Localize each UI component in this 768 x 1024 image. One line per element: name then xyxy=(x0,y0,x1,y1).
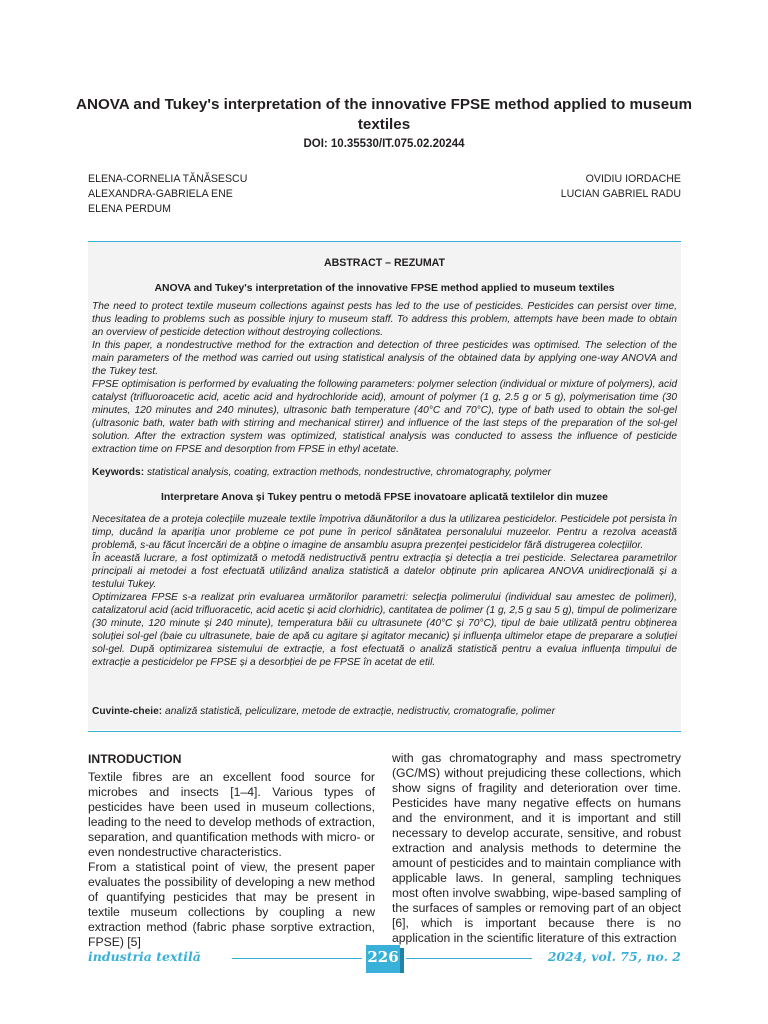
abstract-paragraph: In this paper, a nondestructive method for the extraction and detection of three pesticides was optimised. The selection of the main parameters of the method was carried out using statistical analysis of the obtained data by applying one-way ANOVA and the Tukey test. xyxy=(92,340,677,377)
doi: DOI: 10.35530/IT.075.02.20244 xyxy=(303,138,465,150)
abstract-heading: ABSTRACT – REZUMAT xyxy=(323,257,446,269)
keywords-text: statistical analysis, coating, extraction methods, nondestructive, chromatography, polymer xyxy=(146,467,552,478)
abstract-paragraph: Optimizarea FPSE s-a realizat prin evaluarea următorilor parametri: selecția polimerului (individual sau amestec de polimeri), catalizatorul acid (acid trifluoracetic, acid acetic și acid clorhidric), cantitatea de polimer (1 g, 2,5 g sau 5 g), timpul de polimerizare (30 minute, 120 minute și 240 minute), temperatura băii cu ultrasunete (40°C și 70°C), tipul de baie utilizată pentru obținerea soluției sol-gel (baie cu ultrasunete, baie de apă cu agitare și agitator mecanic) și influența ultimelor etape de preparare a soluției sol-gel. După optimizarea sistemului de extracție, a fost efectuată o analiză statistică pentru a evalua influența timpului de extracție a pesticidelor pe FPSE și a desorbției de pe FPSE în acetat de etil. xyxy=(92,592,677,668)
body-paragraph: From a statistical point of view, the present paper evaluates the possibility of developing a new method of quantifying pesticides that may be present in textile museum collections by coupling a new extraction method (fabric phase sorptive extraction, FPSE) [5] xyxy=(88,860,375,949)
body-column-right xyxy=(392,751,681,946)
abstract-en-text xyxy=(92,300,677,456)
footer-rule-right xyxy=(406,958,532,959)
author-name: LUCIAN GABRIEL RADU xyxy=(560,188,681,200)
body-paragraph: Textile fibres are an excellent food source for microbes and insects [1–4]. Various types of pesticides have been used in museum collections, leading to the need to develop methods of extraction, separation, and quantification methods with micro- or even nondestructive characteristics. xyxy=(88,770,375,859)
abstract-paragraph: FPSE optimisation is performed by evaluating the following parameters: polymer selection (individual or mixture of polymers), acid catalyst (trifluoroacetic acid, acetic acid and hydrochloride acid), amount of polymer (1 g, 2.5 g or 5 g), polymerisation time (30 minutes, 120 minutes and 240 minutes), ultrasonic bath temperature (40°C and 70°C), type of bath used to obtain the sol-gel (ultrasonic bath, water bath with stirring and mechanical stirrer) and influence of the last steps of the preparation of the sol-gel solution. After the extraction system was optimized, statistical analysis was conducted to assess the influence of pesticide extraction time on FPSE and desorption from FPSE in ethyl acetate. xyxy=(92,379,677,455)
authors-left xyxy=(88,172,247,217)
page-footer xyxy=(88,945,681,975)
abstract-paragraph: The need to protect textile museum collections against pests has led to the use of pesticides. Pesticides can persist over time, thus leading to problems such as possible injury to museum staff. To address this problem, attempts have been made to obtain an overview of pesticide detection without destroying collections. xyxy=(92,301,677,338)
author-name: ELENA-CORNELIA TĂNĂSESCU xyxy=(88,173,248,185)
journal-name: industria textilă xyxy=(88,949,201,964)
abstract-paragraph: Necesitatea de a proteja colecțiile muzeale textile împotriva dăunătorilor a dus la utilizarea pesticidelor. Pesticidele pot persista în timp, ducând la apariția unor probleme ce pot pune în pericol sănătatea personalului muzeelor. Pentru a rezolva această problemă, s-au făcut încercări de a obține o imagine de ansamblu asupra prezenței pesticidelor fără distrugerea colecțiilor. xyxy=(92,514,677,551)
abstract-ro-title: Interpretare Anova și Tukey pentru o metodă FPSE inovatoare aplicată textilelor din muzee xyxy=(161,492,608,503)
page-number: 226 xyxy=(366,945,400,973)
keywords-ro xyxy=(92,705,677,718)
author-name: ELENA PERDUM xyxy=(88,203,172,215)
author-name: ALEXANDRA-GABRIELA ENE xyxy=(88,188,233,200)
body-paragraph: with gas chromatography and mass spectrometry (GC/MS) without prejudicing these collections, which show signs of fragility and deterioration over time. Pesticides have many negative effects on humans and the environment, and it is important and still necessary to develop accurate, sensitive, and robust extraction and analysis methods to determine the amount of pesticides and to maintain compliance with applicable laws. In general, sampling techniques most often involve swabbing, wipe-based sampling of the surfaces of samples or removing part of an object [6], which is important because there is no application in the scientific literature of this extraction xyxy=(392,751,681,945)
abstract-en-title: ANOVA and Tukey's interpretation of the innovative FPSE method applied to museum textiles xyxy=(154,283,615,294)
author-name: OVIDIU IORDACHE xyxy=(585,173,681,185)
authors-right xyxy=(561,172,681,202)
abstract-box xyxy=(88,242,681,730)
keywords-label: Cuvinte-cheie: xyxy=(92,706,163,717)
volume-info: 2024, vol. 75, no. 2 xyxy=(547,949,681,964)
section-heading-introduction: INTRODUCTION xyxy=(88,752,182,766)
keywords-en xyxy=(92,466,677,479)
abstract-ro-text xyxy=(92,513,677,669)
keywords-label: Keywords: xyxy=(92,467,145,478)
footer-rule-left xyxy=(232,958,362,959)
abstract-paragraph: În această lucrare, a fost optimizată o metodă nedistructivă pentru extracția și detecția a trei pesticide. Selectarea parametrilor principali ai metodei a fost efectuată utilizând analiza statistică a datelor obținute prin aplicarea ANOVA unidirecțională și a testului Tukey. xyxy=(92,553,677,590)
body-column-left xyxy=(88,770,375,950)
abstract-bottom-rule xyxy=(88,731,681,732)
keywords-text: analiză statistică, peliculizare, metode de extracție, nedistructiv, cromatografie, polimer xyxy=(165,706,555,717)
paper-title: ANOVA and Tukey's interpretation of the innovative FPSE method applied to museum textiles xyxy=(76,96,692,133)
